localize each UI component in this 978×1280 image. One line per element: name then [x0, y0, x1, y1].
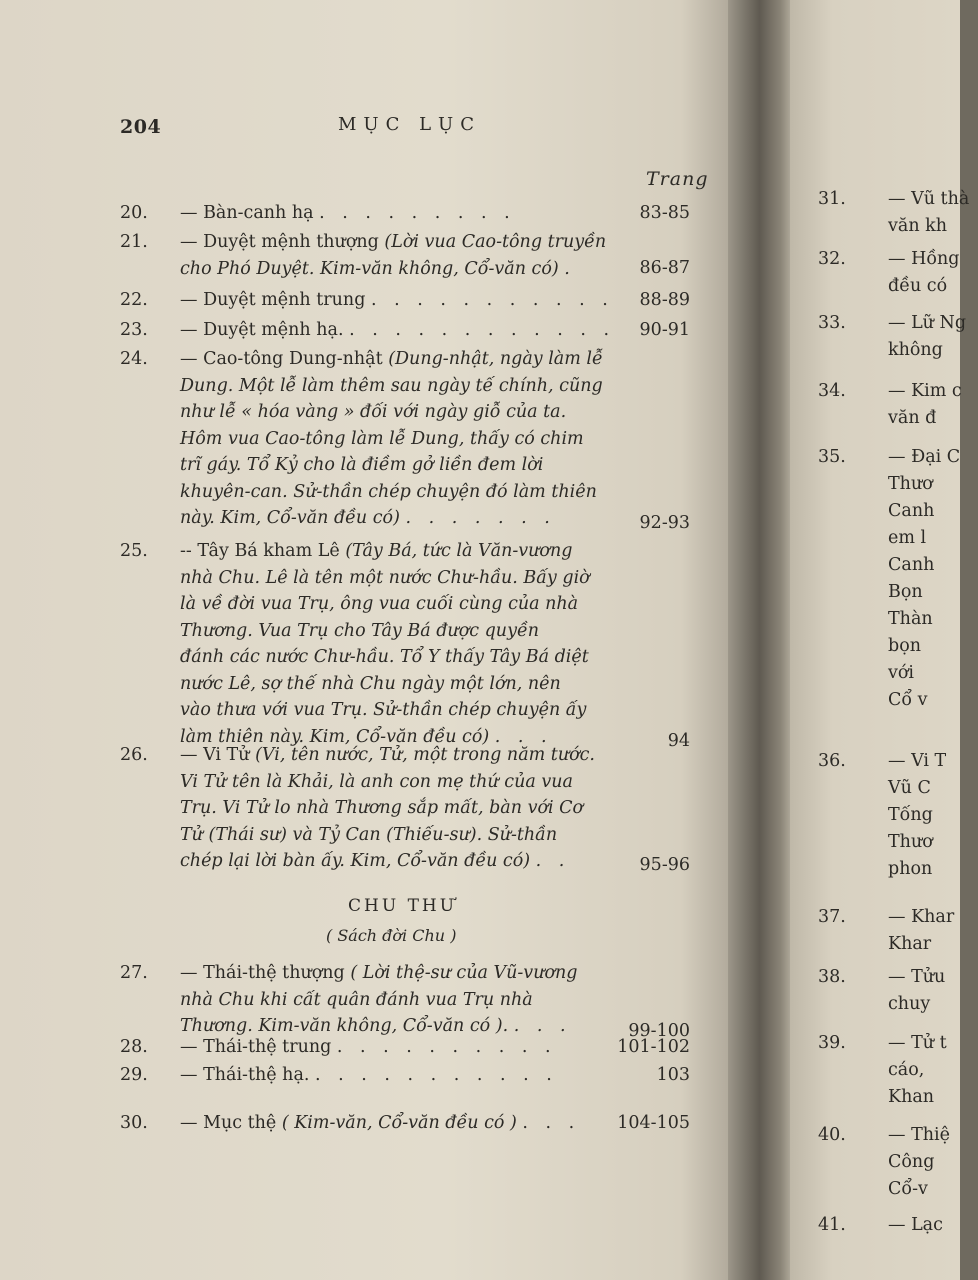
entry-line: cáo, — [888, 1060, 925, 1080]
entry-line: — Thiệ — [888, 1125, 950, 1145]
section-subtitle: ( Sách đời Chu ) — [326, 926, 457, 945]
toc-entry-27 — [120, 960, 710, 1040]
entry-note: nước Lê, sợ thế nhà Chu ngày một lớn, nên — [180, 673, 561, 694]
entry-line: Khan — [888, 1087, 935, 1107]
entry-note: vào thưa với vua Trụ. Sử-thần chép chuyện ấy — [180, 700, 587, 720]
entry-line: Cổ v — [888, 690, 928, 710]
entry-line: không — [888, 340, 943, 360]
entry-number: 33. — [818, 313, 846, 333]
entry-title: -- Tây Bá kham Lê — [180, 541, 346, 561]
entry-line: — Vũ thà — [888, 189, 970, 209]
entry-number: 23. — [120, 320, 148, 340]
right-entry-39 — [818, 1030, 978, 1111]
entry-line: Canh — [888, 555, 935, 575]
entry-title: — Thái-thệ thượng — [180, 963, 351, 983]
entry-line: Bọn — [888, 582, 923, 602]
entry-number: 41. — [818, 1215, 846, 1235]
entry-note: đánh các nước Chư-hầu. Tổ Y thấy Tây Bá diệt — [180, 647, 589, 667]
entry-number: 24. — [120, 349, 148, 369]
leader-dots: . . . . . . . . . . . — [315, 1065, 558, 1085]
entry-number: 35. — [818, 447, 846, 467]
entry-line: chuy — [888, 994, 931, 1014]
entry-note: này. Kim, Cổ-văn đều có) — [180, 508, 400, 528]
right-entry-31 — [818, 186, 978, 240]
entry-note: là về đời vua Trụ, ông vua cuối cùng của nhà — [180, 594, 579, 614]
entry-number: 40. — [818, 1125, 846, 1145]
entry-line: — Tử t — [888, 1033, 947, 1053]
toc-entry-20 — [120, 200, 710, 227]
entry-pages: 95-96 — [639, 855, 690, 875]
entry-line: văn đ — [888, 408, 937, 428]
entry-pages: 86-87 — [639, 258, 690, 278]
entry-line: phon — [888, 859, 933, 879]
leader-dots: . . . . . . . . . . . — [370, 290, 614, 310]
entry-number: 30. — [120, 1113, 148, 1133]
entry-note: nhà Chu. Lê là tên một nước Chư-hầu. Bấy giờ — [180, 567, 590, 588]
entry-note: trĩ gáy. Tổ Kỷ cho là điềm gở liền đem lời — [180, 455, 544, 475]
section-title: CHU THƯ — [348, 896, 458, 916]
right-entry-41 — [818, 1212, 978, 1239]
entry-title: — Duyệt mệnh hạ. — [180, 320, 344, 340]
entry-number: 22. — [120, 290, 148, 310]
right-entry-36 — [818, 748, 978, 883]
entry-number: 21. — [120, 232, 148, 252]
entry-title: — Mục thệ — [180, 1113, 282, 1133]
entry-title: — Duyệt mệnh trung — [180, 290, 366, 310]
entry-pages: 103 — [656, 1065, 690, 1085]
entry-pages: 92-93 — [639, 513, 690, 533]
book-gutter — [728, 0, 798, 1280]
leader-dots: . . . — [494, 726, 553, 747]
entry-pages: 94 — [667, 731, 690, 751]
entry-pages: 99-100 — [628, 1021, 690, 1041]
entry-line: bọn — [888, 636, 922, 656]
right-entry-34 — [818, 378, 978, 432]
entry-title: — Duyệt mệnh thượng — [180, 232, 385, 252]
entry-number: 26. — [120, 745, 148, 765]
entry-line: Khar — [888, 934, 932, 954]
entry-line: đều có — [888, 276, 948, 296]
entry-note: Hôm vua Cao-tông làm lễ Dung, thấy có chim — [180, 428, 584, 449]
entry-line: em l — [888, 528, 927, 548]
leader-dots: . . . — [522, 1113, 581, 1133]
toc-entry-28 — [120, 1034, 710, 1061]
entry-line: — Lạc — [888, 1215, 943, 1235]
entry-note: khuyên-can. Sử-thần chép chuyện đó làm thiên — [180, 481, 597, 502]
entry-line: — Vi T — [888, 751, 947, 771]
leader-dots: . . . . . . . — [405, 508, 556, 528]
leader-dots: . — [564, 258, 576, 279]
entry-number: 28. — [120, 1037, 148, 1057]
right-entry-40 — [818, 1122, 978, 1203]
leader-dots: . . . . . . . . . . — [336, 1037, 557, 1057]
entry-note: làm thiên này. Kim, Cổ-văn đều có) — [180, 726, 490, 747]
entry-line: Công — [888, 1152, 935, 1172]
leader-dots: . . . . . . . . . . . . — [349, 320, 616, 340]
entry-note: Thương. Vua Trụ cho Tây Bá được quyền — [180, 620, 539, 641]
entry-title: — Cao-tông Dung-nhật — [180, 349, 389, 369]
entry-line: Cổ-v — [888, 1179, 928, 1199]
entry-number: 29. — [120, 1065, 148, 1085]
toc-entry-21 — [120, 229, 710, 282]
right-entry-35 — [818, 444, 978, 714]
entry-note: ( Lời thệ-sư của Vũ-vương — [350, 963, 578, 983]
running-title: MỤC LỤC — [338, 114, 481, 135]
entry-number: 38. — [818, 967, 846, 987]
entry-line: Vũ C — [888, 778, 931, 798]
right-entry-32 — [818, 246, 978, 300]
entry-note: Tử (Thái sư) và Tỷ Can (Thiếu-sư). Sử-thần — [180, 824, 558, 845]
leader-dots: . . . — [513, 1016, 572, 1036]
entry-line: Thàn — [888, 609, 933, 629]
leader-dots: . . — [535, 851, 571, 871]
entry-line: — Khar — [888, 907, 955, 927]
entry-number: 34. — [818, 381, 846, 401]
entry-note: (Dung-nhật, ngày làm lễ — [388, 349, 603, 369]
entry-line: — Hồng — [888, 249, 960, 269]
entry-line: Thươ — [888, 474, 933, 494]
entry-note: (Lời vua Cao-tông truyền — [384, 232, 607, 252]
entry-number: 27. — [120, 963, 148, 983]
right-entry-38 — [818, 964, 978, 1018]
entry-title: — Bàn-canh hạ — [180, 203, 314, 223]
toc-entry-30 — [120, 1110, 710, 1137]
entry-line: Thươ — [888, 832, 933, 852]
entry-line: Tống — [888, 805, 933, 825]
entry-note: Thương. Kim-văn không, Cổ-văn có ). — [180, 1016, 509, 1036]
right-entry-33 — [818, 310, 978, 364]
entry-line: — Đại C — [888, 447, 961, 467]
right-entry-37 — [818, 904, 978, 958]
entry-note: cho Phó Duyệt. Kim-văn không, Cổ-văn có) — [180, 258, 559, 279]
entry-number: 20. — [120, 203, 148, 223]
entry-title: — Thái-thệ trung — [180, 1037, 332, 1057]
entry-note: nhà Chu khi cất quân đánh vua Trụ nhà — [180, 989, 533, 1010]
entry-note: Trụ. Vi Tử lo nhà Thương sắp mất, bàn với Cơ — [180, 798, 584, 818]
column-label: Trang — [646, 168, 709, 190]
toc-entry-25 — [120, 538, 710, 750]
entry-number: 25. — [120, 541, 148, 561]
entry-pages: 90-91 — [639, 320, 690, 340]
entry-note: như lễ « hóa vàng » đối với ngày giỗ của ta. — [180, 402, 567, 422]
entry-note: (Tây Bá, tức là Văn-vương — [345, 541, 573, 561]
entry-note: Vi Tử tên là Khải, là anh con mẹ thứ của vua — [180, 771, 573, 792]
entry-line: — Lữ Ng — [888, 313, 967, 333]
toc-entry-23 — [120, 317, 710, 344]
leader-dots: . . . . . . . . . — [319, 203, 516, 223]
entry-line: với — [888, 663, 915, 683]
entry-pages: 88-89 — [639, 290, 690, 310]
entry-number: 36. — [818, 751, 846, 771]
entry-pages: 83-85 — [639, 203, 690, 223]
entry-pages: 104-105 — [617, 1113, 690, 1133]
toc-entry-24 — [120, 346, 710, 532]
entry-number: 37. — [818, 907, 846, 927]
entry-note: ( Kim-văn, Cổ-văn đều có ) — [281, 1113, 517, 1133]
entry-line: văn kh — [888, 216, 948, 236]
entry-number: 32. — [818, 249, 846, 269]
entry-number: 39. — [818, 1033, 846, 1053]
entry-title: — Thái-thệ hạ. — [180, 1065, 310, 1085]
entry-title: — Vi Tử — [180, 745, 256, 765]
page-number: 204 — [120, 116, 162, 138]
toc-entry-26 — [120, 742, 710, 875]
entry-line: — Kim c — [888, 381, 962, 401]
entry-note: (Vi, tên nước, Tử, một trong năm tước. — [255, 745, 595, 765]
toc-entry-29 — [120, 1062, 710, 1089]
entry-note: chép lại lời bàn ấy. Kim, Cổ-văn đều có) — [180, 851, 531, 871]
entry-pages: 101-102 — [617, 1037, 690, 1057]
entry-number: 31. — [818, 189, 846, 209]
toc-entry-22 — [120, 287, 710, 314]
entry-note: Dung. Một lễ làm thêm sau ngày tế chính, cũng — [180, 375, 603, 396]
entry-line: — Tửu — [888, 967, 946, 987]
entry-line: Canh — [888, 501, 935, 521]
